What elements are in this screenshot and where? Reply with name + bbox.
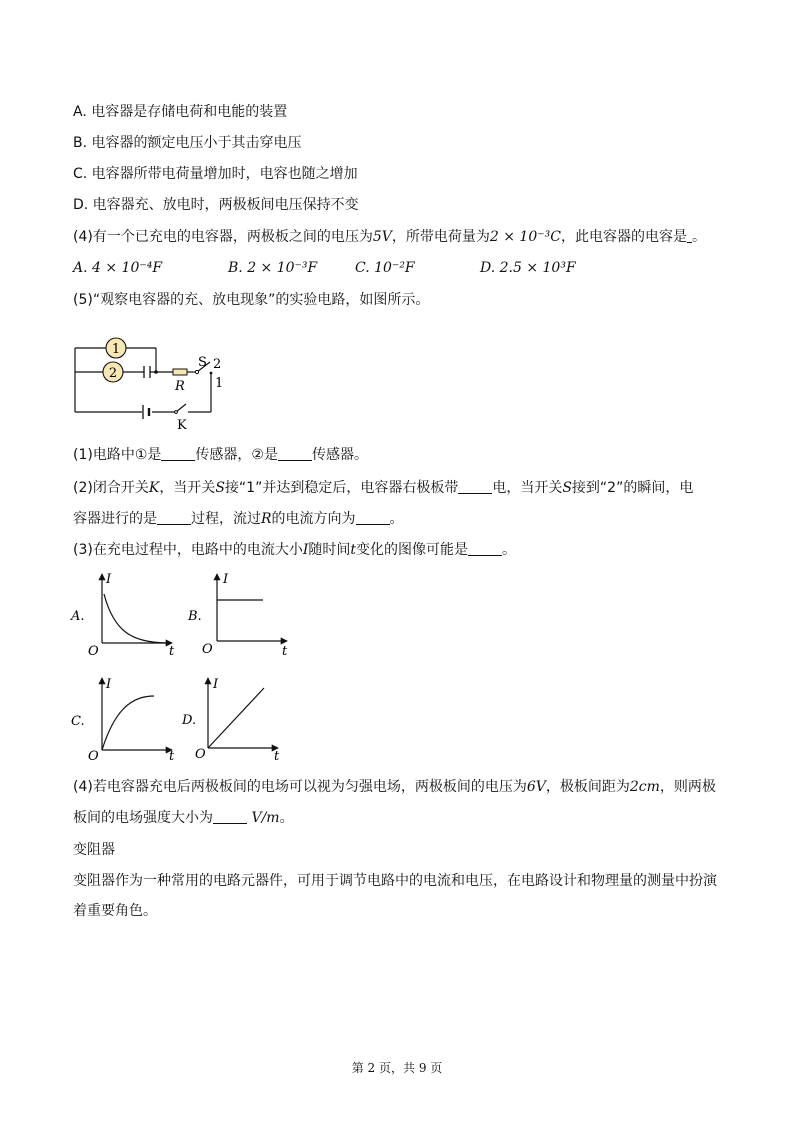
- sub4-text-4: 板间的电场强度大小为: [73, 810, 213, 826]
- sub2-text-4: 电，当开关: [492, 480, 563, 496]
- sub4-unit: V/m: [251, 810, 280, 826]
- answer-blank: [468, 541, 502, 556]
- sub1-text-5: 传感器。: [311, 447, 368, 463]
- switch-position-2: 2: [213, 357, 222, 372]
- circuit-diagram: [70, 328, 230, 433]
- sub4-text-3: ，则两极: [659, 779, 716, 795]
- q4-text-3: ，此电容器的电容是: [560, 229, 687, 245]
- graph-a-xlabel: t: [169, 644, 175, 658]
- resistor-label: R: [175, 379, 185, 394]
- sub3-text-1: (3)在充电过程中，电路中的电流大小: [73, 542, 303, 558]
- sub2-text-1: (2)闭合开关: [73, 480, 149, 496]
- sub1-circled-1: ①: [134, 447, 148, 463]
- sub2-s2: S: [562, 480, 572, 496]
- q4-option-b: B. 2 × 10⁻³F: [228, 260, 318, 276]
- sub1-text-2: 是: [147, 447, 162, 463]
- question-4: [73, 228, 706, 246]
- sub2-text-5: 接到“2”的瞬间，电: [571, 480, 694, 496]
- sub1-text-3: 传感器，: [195, 447, 252, 463]
- switch-s-label: S: [198, 355, 207, 370]
- graph-c-label: C.: [71, 714, 85, 729]
- graph-c-xlabel: t: [169, 749, 175, 762]
- sub2-text-9: 。: [389, 511, 404, 527]
- sub2-r: R: [261, 511, 272, 527]
- graph-a: [70, 568, 180, 658]
- sub4-voltage: 6V: [526, 779, 546, 795]
- sub2-text-2: ，当开关: [159, 480, 216, 496]
- sub-question-2-line-2: [73, 510, 404, 528]
- answer-blank: [213, 809, 247, 824]
- graph-d-origin: O: [195, 747, 206, 762]
- sub4-text-2: ，极板间距为: [545, 779, 630, 795]
- option-c: C. 电容器所带电荷量增加时，电容也随之增加: [73, 166, 358, 182]
- sub1-text-1: (1)电路中: [73, 447, 135, 463]
- sensor-2-label: 2: [108, 366, 118, 381]
- graph-c-origin: O: [88, 749, 99, 762]
- sub4-text-5: 。: [279, 810, 294, 826]
- graph-a-ylabel: I: [106, 572, 112, 587]
- graph-b: [185, 568, 295, 658]
- graph-a-label: A.: [71, 609, 85, 624]
- graph-b-origin: O: [202, 642, 213, 657]
- sub1-circled-2: ②: [251, 447, 264, 463]
- graph-d-ylabel: I: [213, 677, 219, 692]
- q4-charge: 2 × 10⁻³C: [489, 229, 561, 245]
- q4-voltage: 5V: [372, 229, 392, 245]
- q4-option-d: D. 2.5 × 10³F: [480, 260, 576, 276]
- graph-a-origin: O: [88, 644, 99, 658]
- switch-k-label: K: [177, 418, 187, 433]
- sensor-1-label: 1: [111, 342, 121, 357]
- section-title: 变阻器: [73, 842, 115, 858]
- option-b: B. 电容器的额定电压小于其击穿电压: [73, 135, 302, 151]
- option-d: D. 电容器充、放电时，两极板间电压保持不变: [73, 197, 359, 213]
- sub3-t: t: [350, 542, 357, 558]
- option-a: A. 电容器是存储电荷和电能的装置: [73, 104, 288, 120]
- sub3-text-3: 变化的图像可能是: [356, 542, 469, 558]
- section-paragraph: 变阻器作为一种常用的电路元器件，可用于调节电路中的电流和电压，在电路设计和物理量的测量中扮演着重要角色。: [73, 873, 717, 919]
- graph-c: [70, 672, 180, 762]
- sub3-text-2: 随时间: [308, 542, 351, 558]
- sub4-distance: 2cm: [629, 779, 660, 795]
- sub1-text-4: 是: [263, 447, 278, 463]
- answer-blank: [278, 446, 312, 461]
- sub2-text-7: 过程，流过: [191, 511, 261, 527]
- sub-question-4-line-1: [73, 778, 716, 796]
- graph-c-curve: [102, 696, 154, 750]
- sub3-text-4: 。: [502, 542, 517, 558]
- sub3-i: I: [302, 542, 309, 558]
- q4-text-2: ，所带电荷量为: [391, 229, 490, 245]
- sub2-text-8: 的电流方向为: [271, 511, 356, 527]
- graph-d-label: D.: [182, 713, 197, 728]
- graph-b-xlabel: t: [282, 644, 288, 658]
- answer-blank: [157, 510, 191, 525]
- graph-b-label: B.: [188, 609, 202, 624]
- q4-text-4: 。: [691, 229, 706, 245]
- sub2-text-3: 接“1”并达到稳定后，电容器右极板带: [224, 480, 459, 496]
- graph-d-line: [208, 688, 264, 748]
- sub2-text-6: 容器进行的是: [73, 511, 157, 527]
- q4-option-a: A. 4 × 10⁻⁴F: [73, 260, 163, 276]
- sub-question-3: [73, 541, 516, 559]
- sub2-k: K: [148, 480, 160, 496]
- resistor-icon: [173, 369, 187, 375]
- graph-d: [180, 672, 290, 762]
- sub-question-4-line-2: [73, 809, 294, 827]
- page-footer: 第 2 页，共 9 页: [351, 1061, 443, 1075]
- q4-text-1: (4)有一个已充电的电容器，两极板之间的电压为: [73, 229, 373, 245]
- sub2-s1: S: [215, 480, 225, 496]
- graph-c-ylabel: I: [106, 677, 112, 692]
- sub-question-2-line-1: [73, 479, 693, 497]
- graph-d-xlabel: t: [274, 749, 280, 762]
- answer-blank: [356, 510, 390, 525]
- switch-position-1: 1: [215, 376, 224, 391]
- question-5-intro: (5)“观察电容器的充、放电现象”的实验电路，如图所示。: [73, 292, 430, 308]
- sub-question-1: [73, 446, 368, 464]
- answer-blank: [458, 479, 492, 494]
- q4-option-c: C. 10⁻²F: [355, 260, 415, 276]
- graph-b-ylabel: I: [223, 572, 229, 587]
- graph-a-curve: [104, 594, 166, 643]
- answer-blank: [161, 446, 195, 461]
- sub4-text-1: (4)若电容器充电后两极板间的电场可以视为匀强电场，两极板间的电压为: [73, 779, 527, 795]
